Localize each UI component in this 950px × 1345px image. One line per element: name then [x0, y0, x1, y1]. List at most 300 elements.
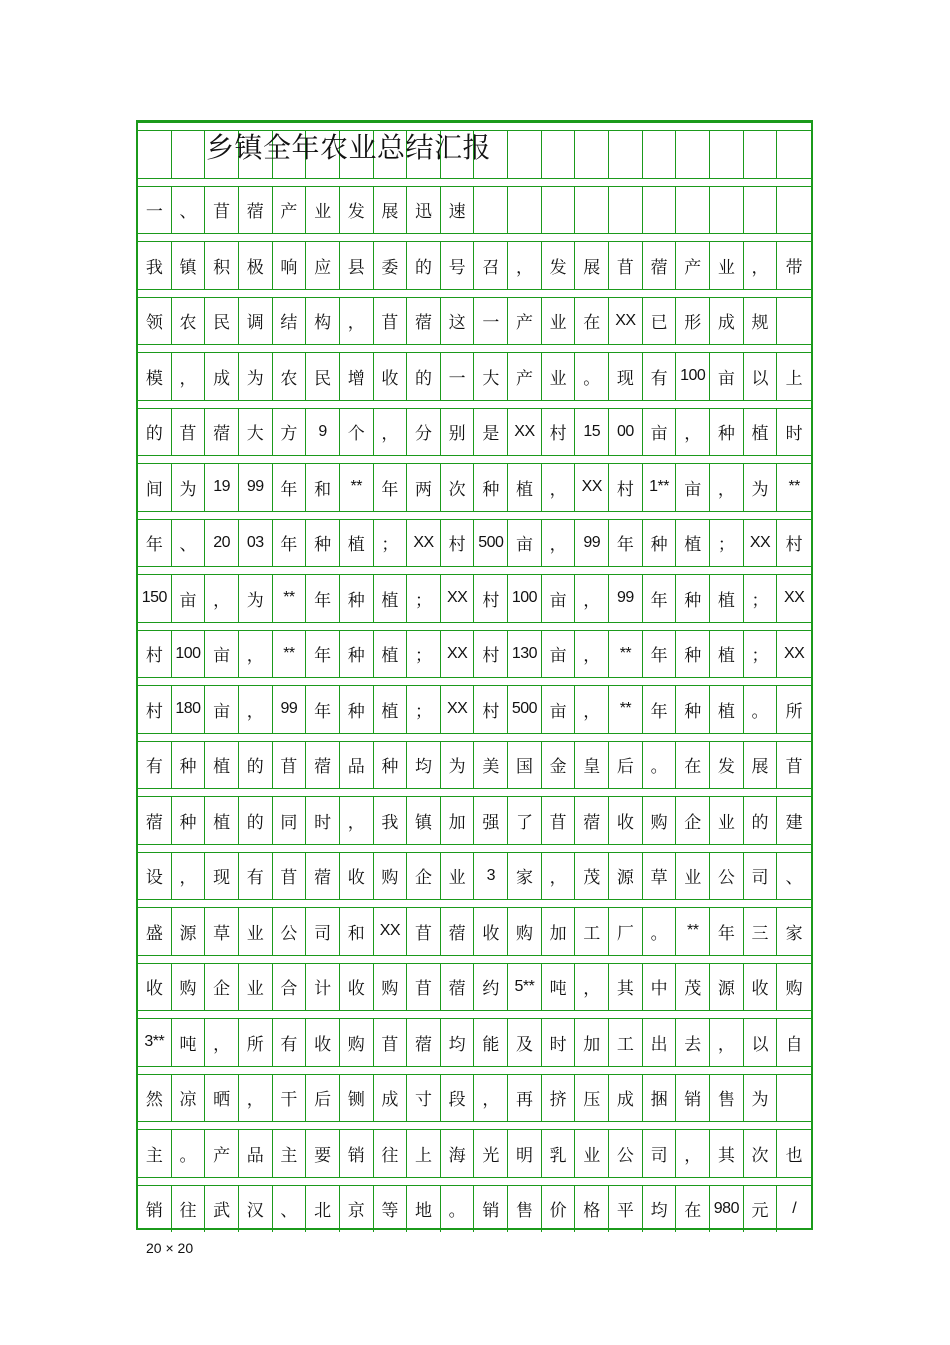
grid-char-cell: 加 — [575, 1019, 609, 1066]
grid-char-cell: 蓿 — [643, 242, 677, 289]
grid-char-cell: 价 — [542, 1186, 576, 1233]
grid-cell — [609, 131, 643, 178]
grid-char-cell: 晒 — [205, 1075, 239, 1122]
grid-char-cell: 也 — [785, 1145, 803, 1166]
grid-char-cell: 亩 — [205, 631, 239, 678]
grid-char-cell: 格 — [575, 1186, 609, 1233]
grid-char-cell: 村 — [609, 464, 643, 511]
grid-char-cell: 我 — [374, 797, 408, 844]
grid-char-cell: 苜 — [785, 757, 803, 778]
grid-char-cell: 建 — [785, 812, 803, 833]
row-gap — [138, 1010, 811, 1019]
grid-char-cell: 均 — [441, 1019, 475, 1066]
grid-char-cell: 凉 — [172, 1075, 206, 1122]
row-gap — [138, 1066, 811, 1075]
grid-char-cell: 带 — [785, 257, 803, 278]
grid-char-cell: XX — [744, 520, 778, 567]
row-gap — [138, 178, 811, 187]
row-gap — [138, 1121, 811, 1130]
row-gap — [138, 344, 811, 353]
grid-char-cell: 的 — [239, 742, 273, 789]
manuscript-grid-sheet — [136, 120, 813, 1230]
grid-char-cell: 现 — [609, 353, 643, 400]
text-row — [138, 844, 811, 900]
grid-cell — [542, 131, 576, 178]
grid-char-cell: 种 — [172, 742, 206, 789]
grid-char-cell: 苜 — [273, 742, 307, 789]
grid-char-cell: 镇 — [172, 242, 206, 289]
grid-char-cell: 980 — [710, 1186, 744, 1233]
grid-char-cell: 上 — [407, 1130, 441, 1177]
text-row — [138, 1010, 811, 1066]
grid-cell — [643, 131, 677, 178]
grid-char-cell: 应 — [306, 242, 340, 289]
grid-char-cell: 亩 — [710, 353, 744, 400]
grid-char-cell: 500 — [508, 686, 542, 733]
grid-char-cell: 去 — [676, 1019, 710, 1066]
grid-char-cell: 99 — [239, 464, 273, 511]
grid-char-cell: 设 — [138, 853, 172, 900]
grid-size-label: 20 × 20 — [146, 1240, 194, 1256]
grid-char-cell: 时 — [785, 424, 803, 445]
grid-char-cell: 购 — [374, 853, 408, 900]
grid-cell — [777, 298, 811, 345]
grid-char-cell: XX — [609, 298, 643, 345]
grid-char-cell: 蓿 — [239, 187, 273, 234]
title-row — [138, 122, 811, 178]
grid-char-cell: 。 — [172, 1130, 206, 1177]
grid-char-cell: 种 — [676, 575, 710, 622]
grid-char-cell: 品 — [340, 742, 374, 789]
grid-char-cell: 购 — [643, 797, 677, 844]
grid-char-cell: 年 — [643, 686, 677, 733]
grid-char-cell: 司 — [306, 908, 340, 955]
grid-cell — [744, 131, 778, 178]
grid-char-cell: 村 — [475, 575, 509, 622]
grid-char-cell: 种 — [172, 797, 206, 844]
grid-char-cell: 业 — [575, 1130, 609, 1177]
grid-char-cell: 委 — [374, 242, 408, 289]
grid-char-cell: ， — [205, 575, 239, 622]
grid-char-cell: 植 — [508, 464, 542, 511]
row-gap — [138, 1177, 811, 1186]
grid-char-cell: 乳 — [542, 1130, 576, 1177]
grid-char-cell: 村 — [475, 631, 509, 678]
grid-cell — [643, 187, 677, 234]
grid-char-cell: 蓿 — [205, 409, 239, 456]
grid-char-cell: 合 — [273, 964, 307, 1011]
grid-char-cell: 成 — [710, 298, 744, 345]
grid-char-cell: 苜 — [273, 853, 307, 900]
grid-char-cell: 、 — [273, 1186, 307, 1233]
grid-char-cell: 。 — [575, 353, 609, 400]
grid-char-cell: 同 — [273, 797, 307, 844]
grid-char-cell: ， — [340, 298, 374, 345]
grid-char-cell: 民 — [205, 298, 239, 345]
grid-char-cell: 地 — [407, 1186, 441, 1233]
grid-char-cell: ** — [273, 575, 307, 622]
grid-char-cell: 业 — [676, 853, 710, 900]
grid-char-cell: 9 — [306, 409, 340, 456]
grid-char-cell: 公 — [273, 908, 307, 955]
grid-char-cell: 茂 — [575, 853, 609, 900]
grid-cell — [575, 187, 609, 234]
grid-char-cell: ， — [575, 964, 609, 1011]
grid-char-cell: 为 — [172, 464, 206, 511]
grid-char-cell: 别 — [441, 409, 475, 456]
grid-char-cell: 。 — [744, 686, 778, 733]
grid-char-cell: 为 — [744, 1075, 778, 1122]
grid-char-cell: 蓿 — [575, 797, 609, 844]
grid-char-cell: 往 — [374, 1130, 408, 1177]
text-row — [138, 899, 811, 955]
grid-char-cell: 180 — [172, 686, 206, 733]
grid-char-cell: 源 — [172, 908, 206, 955]
grid-char-cell: 业 — [710, 242, 744, 289]
grid-char-cell: 在 — [575, 298, 609, 345]
grid-char-cell: ； — [710, 520, 744, 567]
grid-char-cell: 所 — [785, 701, 803, 722]
grid-cell — [138, 131, 172, 178]
grid-char-cell: 迅 — [407, 187, 441, 234]
grid-char-cell: 领 — [138, 298, 172, 345]
grid-char-cell: 茂 — [676, 964, 710, 1011]
grid-char-cell: 然 — [138, 1075, 172, 1122]
grid-char-cell: 家 — [508, 853, 542, 900]
grid-char-cell: 15 — [575, 409, 609, 456]
grid-char-cell: 司 — [643, 1130, 677, 1177]
grid-char-cell: 植 — [710, 575, 744, 622]
grid-char-cell: 植 — [205, 742, 239, 789]
grid-char-cell: 压 — [575, 1075, 609, 1122]
grid-cell — [508, 187, 542, 234]
grid-char-cell: 。 — [441, 1186, 475, 1233]
grid-char-cell: 响 — [273, 242, 307, 289]
grid-char-cell: 100 — [172, 631, 206, 678]
grid-char-cell: 有 — [643, 353, 677, 400]
grid-char-cell: XX — [508, 409, 542, 456]
grid-char-cell: 苜 — [172, 409, 206, 456]
grid-char-cell: 次 — [744, 1130, 778, 1177]
grid-char-cell: 其 — [609, 964, 643, 1011]
grid-char-cell: 植 — [710, 631, 744, 678]
grid-char-cell: 种 — [475, 464, 509, 511]
grid-char-cell: 业 — [710, 797, 744, 844]
grid-char-cell: 自 — [785, 1034, 803, 1055]
grid-char-cell: 能 — [475, 1019, 509, 1066]
grid-char-cell: ， — [475, 1075, 509, 1122]
grid-char-cell: ； — [407, 686, 441, 733]
grid-cell — [744, 187, 778, 234]
grid-char-cell: 明 — [508, 1130, 542, 1177]
grid-char-cell: ； — [407, 631, 441, 678]
grid-char-cell: 召 — [475, 242, 509, 289]
grid-char-cell: ， — [542, 853, 576, 900]
grid-char-cell: 苜 — [407, 908, 441, 955]
grid-char-cell: 为 — [239, 575, 273, 622]
grid-char-cell: 的 — [407, 242, 441, 289]
grid-char-cell: 农 — [172, 298, 206, 345]
grid-char-cell: 增 — [340, 353, 374, 400]
grid-char-cell: 约 — [475, 964, 509, 1011]
grid-char-cell: 京 — [340, 1186, 374, 1233]
grid-char-cell: 年 — [374, 464, 408, 511]
document-title: 乡镇全年农业总结汇报 — [206, 131, 492, 164]
grid-char-cell: ， — [239, 1075, 273, 1122]
text-row — [138, 733, 811, 789]
row-gap — [138, 289, 811, 298]
grid-char-cell: 、 — [785, 868, 803, 889]
row-gap — [138, 622, 811, 631]
grid-char-cell: 种 — [340, 686, 374, 733]
grid-char-cell: 规 — [744, 298, 778, 345]
grid-char-cell: 有 — [239, 853, 273, 900]
grid-char-cell: 草 — [205, 908, 239, 955]
row-gap — [138, 566, 811, 575]
grid-char-cell: 99 — [273, 686, 307, 733]
grid-char-cell: 业 — [239, 964, 273, 1011]
grid-char-cell: 500 — [475, 520, 509, 567]
grid-char-cell: 企 — [407, 853, 441, 900]
text-row — [138, 344, 811, 400]
grid-char-cell: 为 — [239, 353, 273, 400]
grid-char-cell: 中 — [643, 964, 677, 1011]
grid-char-cell: 为 — [441, 742, 475, 789]
text-row — [138, 1066, 811, 1122]
grid-char-cell: 后 — [609, 742, 643, 789]
grid-char-cell: XX — [441, 686, 475, 733]
grid-char-cell: 收 — [306, 1019, 340, 1066]
grid-char-cell: 村 — [138, 631, 172, 678]
grid-char-cell: 年 — [609, 520, 643, 567]
grid-char-cell: 往 — [172, 1186, 206, 1233]
grid-char-cell: 种 — [374, 742, 408, 789]
grid-char-cell: 源 — [609, 853, 643, 900]
grid-char-cell: 100 — [508, 575, 542, 622]
grid-char-cell: 大 — [239, 409, 273, 456]
grid-char-cell: 村 — [441, 520, 475, 567]
grid-char-cell: 成 — [205, 353, 239, 400]
grid-cell — [475, 187, 509, 234]
grid-char-cell: 工 — [609, 1019, 643, 1066]
grid-char-cell: 3 — [475, 853, 509, 900]
grid-char-cell: 的 — [239, 797, 273, 844]
grid-char-cell: 主 — [138, 1130, 172, 1177]
grid-char-cell: 我 — [138, 242, 172, 289]
grid-char-cell: 年 — [306, 686, 340, 733]
grid-char-cell: 购 — [340, 1019, 374, 1066]
grid-char-cell: ， — [744, 242, 778, 289]
grid-char-cell: 分 — [407, 409, 441, 456]
text-row — [138, 400, 811, 456]
grid-char-cell: 村 — [542, 409, 576, 456]
grid-char-cell: 公 — [710, 853, 744, 900]
grid-char-cell: 苜 — [374, 1019, 408, 1066]
grid-char-cell: 蓿 — [306, 742, 340, 789]
grid-char-cell: 和 — [306, 464, 340, 511]
grid-char-cell: 蓿 — [441, 964, 475, 1011]
grid-char-cell: 150 — [138, 575, 172, 622]
grid-char-cell: ** — [340, 464, 374, 511]
grid-char-cell: 业 — [441, 853, 475, 900]
grid-char-cell: 售 — [710, 1075, 744, 1122]
grid-char-cell: 年 — [273, 464, 307, 511]
grid-char-cell: 收 — [340, 853, 374, 900]
grid-char-cell: 种 — [643, 520, 677, 567]
grid-char-cell: 构 — [306, 298, 340, 345]
grid-cell — [542, 187, 576, 234]
grid-char-cell: ， — [542, 464, 576, 511]
grid-char-cell: ， — [676, 1130, 710, 1177]
text-row — [138, 566, 811, 622]
grid-char-cell: ； — [744, 631, 778, 678]
grid-cell — [676, 187, 710, 234]
grid-char-cell: 平 — [609, 1186, 643, 1233]
grid-char-cell: 上 — [785, 368, 803, 389]
grid-cell — [777, 1075, 811, 1122]
grid-char-cell: 这 — [441, 298, 475, 345]
grid-char-cell: ， — [710, 464, 744, 511]
row-gap — [138, 400, 811, 409]
text-row — [138, 677, 811, 733]
text-row — [138, 788, 811, 844]
grid-char-cell: 已 — [643, 298, 677, 345]
grid-char-cell: 3** — [138, 1019, 172, 1066]
grid-char-cell: XX — [783, 589, 805, 607]
grid-char-cell: 、 — [172, 187, 206, 234]
grid-char-cell: 时 — [306, 797, 340, 844]
grid-char-cell: 展 — [744, 742, 778, 789]
grid-cell — [777, 187, 811, 234]
grid-char-cell: 5** — [508, 964, 542, 1011]
grid-char-cell: 00 — [609, 409, 643, 456]
grid-char-cell: 三 — [744, 908, 778, 955]
grid-char-cell: 年 — [643, 631, 677, 678]
grid-char-cell: 苜 — [205, 187, 239, 234]
grid-char-cell: 和 — [340, 908, 374, 955]
grid-char-cell: ， — [239, 631, 273, 678]
grid-char-cell: 美 — [475, 742, 509, 789]
grid-char-cell: 蓿 — [441, 908, 475, 955]
grid-char-cell: 产 — [273, 187, 307, 234]
grid-char-cell: 发 — [710, 742, 744, 789]
grid-char-cell: 捆 — [643, 1075, 677, 1122]
grid-char-cell: ， — [676, 409, 710, 456]
grid-char-cell: 植 — [710, 686, 744, 733]
grid-char-cell: 公 — [609, 1130, 643, 1177]
row-gap — [138, 733, 811, 742]
grid-char-cell: ， — [172, 853, 206, 900]
grid-char-cell: 海 — [441, 1130, 475, 1177]
grid-char-cell: / — [792, 1199, 797, 1217]
grid-char-cell: 种 — [340, 575, 374, 622]
grid-char-cell: ** — [609, 631, 643, 678]
grid-char-cell: 一 — [441, 353, 475, 400]
grid-char-cell: 计 — [306, 964, 340, 1011]
grid-char-cell: 亩 — [205, 686, 239, 733]
row-gap — [138, 788, 811, 797]
grid-char-cell: 苜 — [542, 797, 576, 844]
grid-char-cell: 销 — [475, 1186, 509, 1233]
grid-char-cell: ** — [676, 908, 710, 955]
grid-char-cell: ； — [744, 575, 778, 622]
grid-char-cell: 其 — [710, 1130, 744, 1177]
grid-char-cell: ， — [205, 1019, 239, 1066]
grid-char-cell: 种 — [676, 631, 710, 678]
text-row — [138, 178, 811, 234]
grid-char-cell: 蓿 — [306, 853, 340, 900]
grid-char-cell: 后 — [306, 1075, 340, 1122]
row-gap — [138, 955, 811, 964]
text-row — [138, 1177, 811, 1233]
grid-char-cell: 产 — [508, 298, 542, 345]
grid-char-cell: 草 — [643, 853, 677, 900]
grid-char-cell: 植 — [205, 797, 239, 844]
grid-char-cell: ； — [407, 575, 441, 622]
grid-char-cell: 苜 — [407, 964, 441, 1011]
grid-char-cell: 购 — [785, 979, 803, 1000]
grid-char-cell: 苜 — [609, 242, 643, 289]
grid-char-cell: 年 — [643, 575, 677, 622]
grid-char-cell: 收 — [340, 964, 374, 1011]
grid-char-cell: 收 — [609, 797, 643, 844]
grid-char-cell: 苜 — [374, 298, 408, 345]
grid-char-cell: 年 — [306, 575, 340, 622]
grid-char-cell: 亩 — [542, 631, 576, 678]
grid-char-cell: 结 — [273, 298, 307, 345]
grid-cell — [676, 131, 710, 178]
grid-char-cell: 等 — [374, 1186, 408, 1233]
grid-char-cell: 及 — [508, 1019, 542, 1066]
grid-char-cell: 均 — [407, 742, 441, 789]
grid-char-cell: ， — [340, 797, 374, 844]
grid-char-cell: 调 — [239, 298, 273, 345]
grid-char-cell: 植 — [374, 686, 408, 733]
grid-char-cell: 武 — [205, 1186, 239, 1233]
grid-char-cell: 现 — [205, 853, 239, 900]
grid-char-cell: 亩 — [508, 520, 542, 567]
grid-char-cell: ** — [788, 478, 800, 496]
grid-char-cell: 。 — [643, 742, 677, 789]
grid-char-cell: ， — [710, 1019, 744, 1066]
grid-char-cell: 20 — [205, 520, 239, 567]
grid-cell — [609, 187, 643, 234]
grid-char-cell: 收 — [138, 964, 172, 1011]
grid-char-cell: 村 — [475, 686, 509, 733]
grid-char-cell: 收 — [475, 908, 509, 955]
grid-char-cell: 均 — [643, 1186, 677, 1233]
grid-cell — [710, 131, 744, 178]
grid-char-cell: 以 — [744, 1019, 778, 1066]
text-row — [138, 511, 811, 567]
text-row — [138, 289, 811, 345]
grid-char-cell: 购 — [374, 964, 408, 1011]
grid-char-cell: 130 — [508, 631, 542, 678]
grid-char-cell: 种 — [710, 409, 744, 456]
grid-char-cell: 速 — [441, 187, 475, 234]
grid-char-cell: 植 — [676, 520, 710, 567]
grid-char-cell: XX — [441, 631, 475, 678]
grid-char-cell: 主 — [273, 1130, 307, 1177]
grid-char-cell: 植 — [744, 409, 778, 456]
row-gap — [138, 233, 811, 242]
grid-char-cell: 时 — [542, 1019, 576, 1066]
grid-char-cell: 种 — [306, 520, 340, 567]
grid-char-cell: 皇 — [575, 742, 609, 789]
grid-char-cell: 植 — [340, 520, 374, 567]
grid-char-cell: 成 — [609, 1075, 643, 1122]
grid-char-cell: 。 — [643, 908, 677, 955]
